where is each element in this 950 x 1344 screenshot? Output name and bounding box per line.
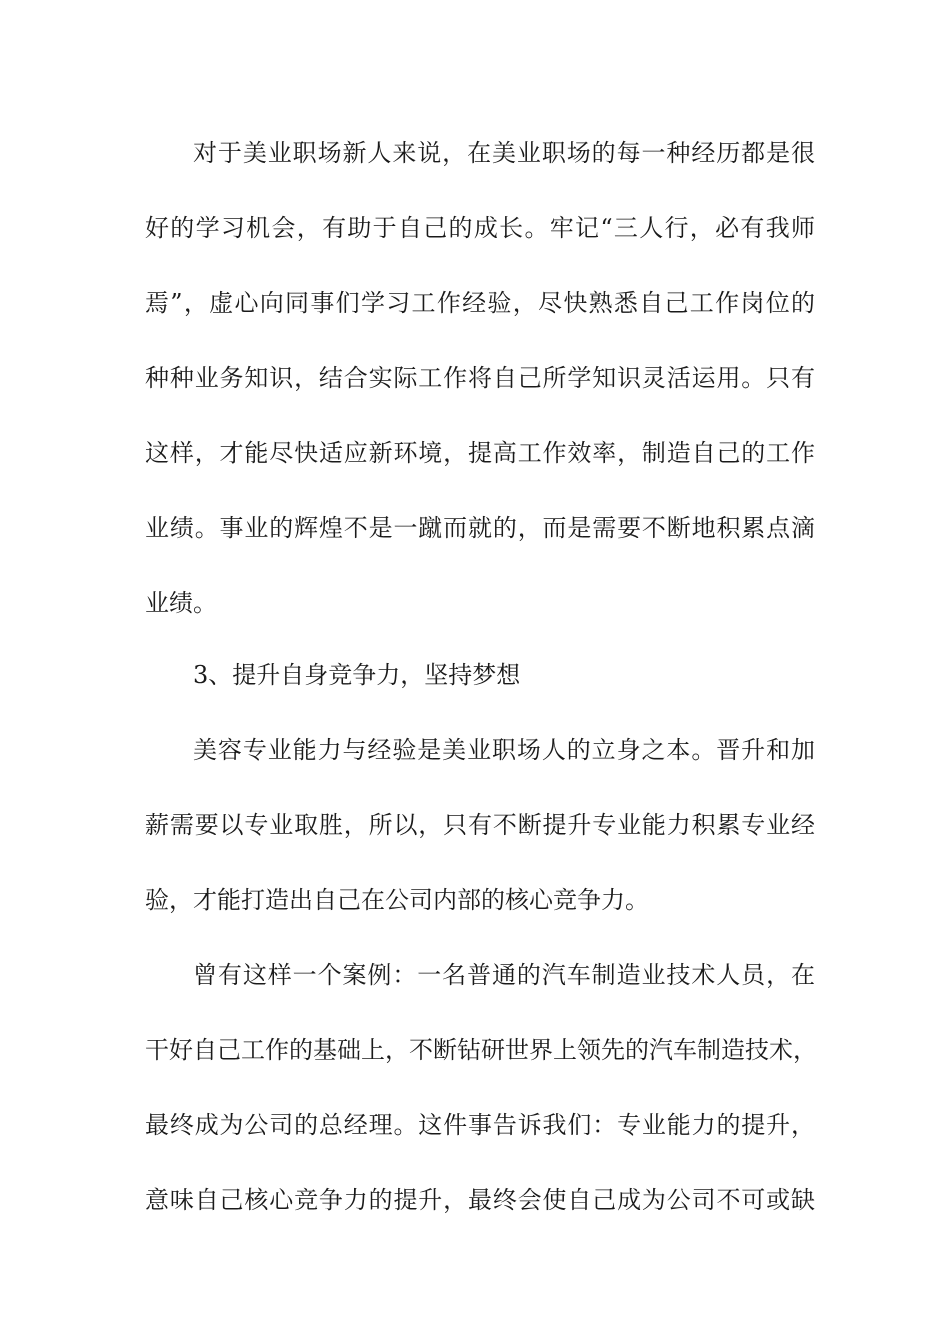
paragraph-3-line-1: 曾有这样一个案例：一名普通的汽车制造业技术人员，在 [193, 961, 815, 989]
paragraph-1-line-1: 对于美业职场新人来说，在美业职场的每一种经历都是很 [193, 139, 815, 167]
paragraph-1-line-6: 业绩。事业的辉煌不是一蹴而就的，而是需要不断地积累点滴 [145, 514, 815, 542]
paragraph-1-line-2: 好的学习机会，有助于自己的成长。牢记“三人行，必有我师 [145, 214, 815, 242]
section-heading: 3、提升自身竞争力，坚持梦想 [193, 661, 521, 689]
paragraph-1-line-5: 这样，才能尽快适应新环境，提高工作效率，制造自己的工作 [145, 439, 815, 467]
paragraph-3-line-4: 意味自己核心竞争力的提升，最终会使自己成为公司不可或缺 [145, 1186, 815, 1214]
paragraph-3-line-2: 干好自己工作的基础上，不断钻研世界上领先的汽车制造技术， [145, 1036, 817, 1064]
paragraph-1-line-7: 业绩。 [145, 589, 217, 617]
paragraph-3-line-3: 最终成为公司的总经理。这件事告诉我们：专业能力的提升， [145, 1111, 815, 1139]
paragraph-2-line-2: 薪需要以专业取胜，所以，只有不断提升专业能力积累专业经 [145, 811, 815, 839]
paragraph-2-line-3: 验，才能打造出自己在公司内部的核心竞争力。 [145, 886, 649, 914]
paragraph-1-line-4: 种种业务知识，结合实际工作将自己所学知识灵活运用。只有 [145, 364, 815, 392]
paragraph-1-line-3: 焉”，虚心向同事们学习工作经验，尽快熟悉自己工作岗位的 [145, 289, 815, 317]
paragraph-2-line-1: 美容专业能力与经验是美业职场人的立身之本。晋升和加 [193, 736, 815, 764]
